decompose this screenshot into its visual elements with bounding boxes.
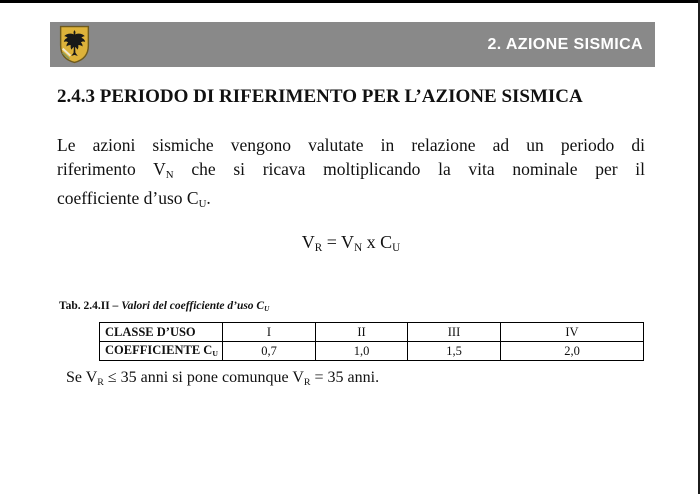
table-cell: 0,7 bbox=[223, 342, 316, 361]
section-heading: 2.4.3 PERIODO DI RIFERIMENTO PER L’AZIONE SISMICA bbox=[57, 86, 583, 107]
subscript-r: R bbox=[303, 376, 311, 388]
paragraph-line-2: riferimento VN che si ricava moltiplicando la vita nominale per il bbox=[57, 158, 646, 181]
table-cell: II bbox=[316, 323, 408, 342]
table-cell: IV bbox=[501, 323, 644, 342]
table-caption: Tab. 2.4.II – Valori del coefficiente d’uso CU bbox=[59, 300, 270, 313]
row-header-classe-duso: CLASSE D’USO bbox=[100, 323, 223, 342]
footnote: Se VR ≤ 35 anni si pone comunque VR = 35 anni. bbox=[66, 369, 380, 388]
paragraph-line-3: coefficiente d’uso CU. bbox=[57, 188, 211, 211]
subscript-r: R bbox=[314, 242, 323, 255]
body-paragraph bbox=[57, 134, 645, 217]
page-top-border bbox=[0, 0, 700, 3]
table-cell: I bbox=[223, 323, 316, 342]
subscript-u: U bbox=[392, 242, 401, 255]
chapter-title: 2. AZIONE SISMICA bbox=[487, 35, 643, 53]
subscript-u: U bbox=[264, 304, 270, 313]
table-row bbox=[100, 342, 644, 361]
row-header-coefficiente-cu: COEFFICIENTE CU bbox=[100, 342, 223, 361]
table-cell: III bbox=[408, 323, 501, 342]
table-caption-label: Tab. 2.4.II bbox=[59, 300, 110, 312]
subscript-u: U bbox=[198, 198, 207, 211]
table-cell: 1,5 bbox=[408, 342, 501, 361]
coefficient-table-container bbox=[99, 322, 644, 361]
subscript-r: R bbox=[97, 376, 104, 388]
table-caption-text: Valori del coefficiente d’uso C bbox=[121, 300, 265, 312]
coefficient-table bbox=[99, 322, 644, 361]
subscript-n: N bbox=[165, 168, 174, 181]
reference-period-formula: VR = VN x CU bbox=[301, 232, 401, 255]
table-cell: 2,0 bbox=[501, 342, 644, 361]
subscript-u: U bbox=[212, 349, 218, 359]
chapter-banner bbox=[50, 22, 655, 67]
paragraph-line-1: Le azioni sismiche vengono valutate in relazione ad un periodo di bbox=[57, 135, 645, 155]
table-cell: 1,0 bbox=[316, 342, 408, 361]
table-row bbox=[100, 323, 644, 342]
eagle-shield-icon bbox=[59, 25, 90, 64]
subscript-n: N bbox=[354, 242, 363, 255]
